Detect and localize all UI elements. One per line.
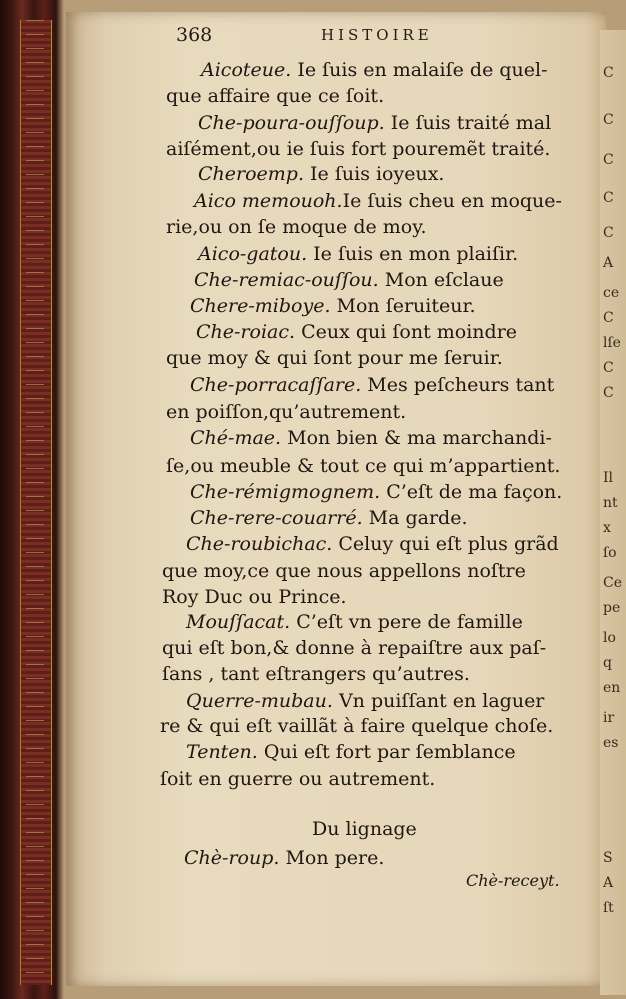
text-line: Aico-gatou. Ie ſuis en mon plaiſir. [198,243,519,265]
text-line: Roy Duc ou Prince. [162,586,347,608]
section-heading: Du lignage [312,818,417,840]
text-line: Che-roubichac. Celuy qui eſt plus grãd [186,533,559,555]
text-line: rie,ou on ſe moque de moy. [166,216,427,238]
text-line: que moy & qui ſont pour me ſeruir. [166,347,503,369]
text-line: Chere-miboye. Mon ſeruiteur. [190,295,476,317]
text-line: Cheroemp. Ie ſuis ioyeux. [198,163,445,185]
text-line: Che-porracaſſare. Mes peſcheurs tant [190,374,555,396]
text-line: que affaire que ce ſoit. [166,85,385,107]
text-line: qui eſt bon,& donne à repaiſtre aux paſ- [162,637,547,659]
text-line: aiſément,ou ie ſuis fort pouremẽt traité. [166,138,551,160]
text-line: Che-rémigmognem. C’eſt de ma façon. [190,481,563,503]
text-line: en poiſſon,qu’autrement. [166,401,407,423]
text-line: ſoit en guerre ou autrement. [160,768,436,790]
text-line: re & qui eſt vaillãt à faire quelque choſe. [160,715,554,737]
text-line: Aicoteue. Ie ſuis en malaiſe de quel- [201,59,548,81]
text-line: ſe,ou meuble & tout ce qui m’appartient. [166,455,561,477]
running-title: HISTOIRE [321,26,433,44]
page-header [176,24,476,52]
text-line: Che-poura-ouſſoup. Ie ſuis traité mal [198,112,552,134]
book-spine [20,20,52,985]
text-line: ſans , tant eſtrangers qu’autres. [162,663,470,685]
text-line: Chè-roup. Mon pere. [184,847,385,869]
text-line: Che-roiac. Ceux qui ſont moindre [196,321,518,343]
page-number: 368 [176,24,213,46]
text-line: Mouſſacat. C’eſt vn pere de famille [186,611,523,633]
facing-page-edge: C C C C C A ce C lſe C C Il nt x ſo Ce pe lo q en ir es S A ſt [600,30,626,995]
catchword: Chè-receyt. [466,871,560,890]
text-line: Querre-mubau. Vn puiſſant en laguer [186,690,545,712]
text-line: Ché-mae. Mon bien & ma marchandi- [190,427,552,449]
text-line: que moy,ce que nous appellons noſtre [162,560,526,582]
text-line: Aico memouoh.Ie ſuis cheu en moque- [194,190,562,212]
text-line: Tenten. Qui eſt fort par ſemblance [186,741,516,763]
text-line: Che-rere-couarré. Ma garde. [190,507,468,529]
text-line: Che-remiac-ouſſou. Mon eſclaue [194,269,504,291]
